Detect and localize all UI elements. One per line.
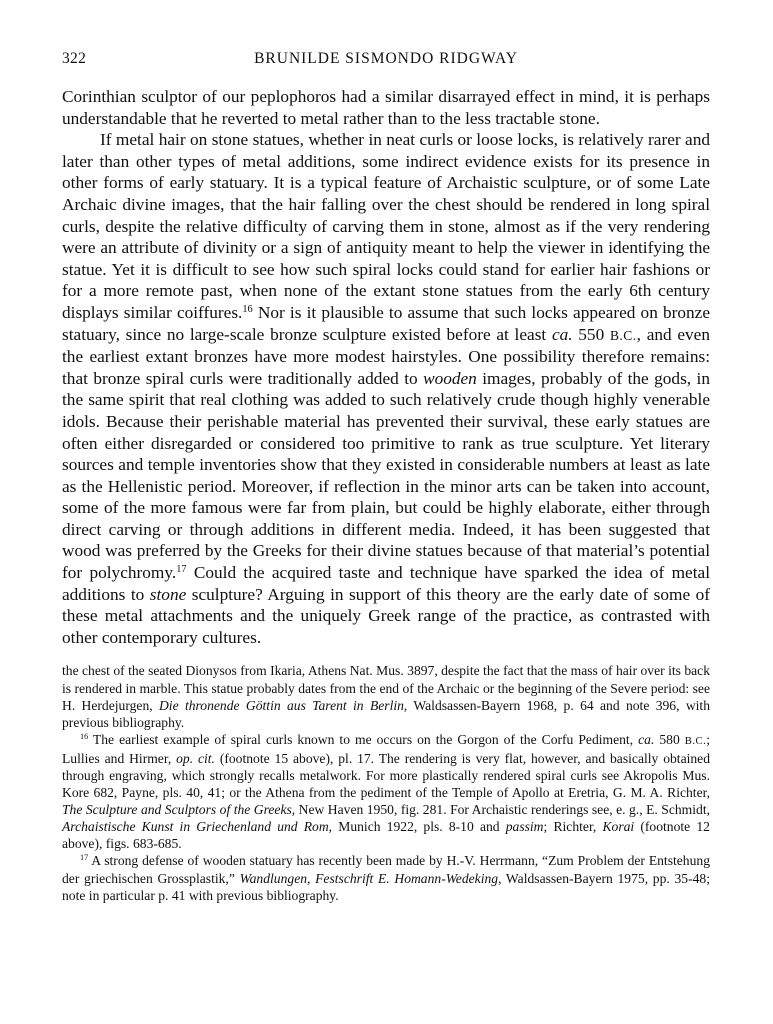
fn15-text-b: , Waldsassen-Bayern 1968, p. 64 and note 396, with previous bibliography. — [62, 697, 710, 730]
fn16-number: 16 — [80, 731, 89, 741]
fn16-passim: passim — [505, 819, 544, 835]
paragraph-1 — [62, 86, 710, 129]
fn17-title: Wandlungen, Festschrift E. Homann-Wedeking — [239, 870, 499, 886]
paragraph-1-text: Corinthian sculptor of our peplophoros had a similar disarrayed effect in mind, it is perhaps understandable that he reverted to metal rather than to the less tractable stone. — [62, 87, 710, 128]
fn16-text-f: , Munich 1922, pls. 8-10 and — [328, 819, 506, 835]
fn16-title-2: Archaistische Kunst in Griechenland und Rom — [62, 819, 329, 835]
running-head: BRUNILDE SISMONDO RIDGWAY — [254, 50, 518, 67]
page — [62, 50, 710, 904]
page-header — [62, 50, 710, 72]
footnote-ref-17: 17 — [176, 563, 187, 575]
footnote-ref-16: 16 — [242, 303, 253, 315]
fn17-number: 17 — [80, 853, 89, 863]
p2-text-f: Could the acquired taste and technique have sparked the idea of metal additions to — [62, 563, 711, 604]
fn16-text-b: 580 — [654, 731, 685, 747]
fn16-korai: Korai — [602, 819, 635, 835]
p2-text-g: sculpture? Arguing in support of this theory are the early date of some of these metal attachments and the uniquely Greek range of the practice, as contrasted with other contemporary cultures. — [62, 584, 710, 647]
fn16-text-d: (footnote 15 above), pl. 17. The rendering is very flat, however, and basically obtained through engraving, which strongly recalls metalwork. For more plastically rendered spiral curls see Akropolis Mus. Kore 682, Payne, pls. 40, 41; or the Athena from the pediment of the Temple of Apollo at Eretria, G. M. A. Richter, — [62, 750, 711, 801]
p2-text-c: 550 — [572, 324, 610, 344]
fn16-text-a: The earliest example of spiral curls known to me occurs on the Gorgon of the Corfu Pediment, — [88, 731, 639, 747]
page-number: 322 — [62, 50, 87, 67]
fn17-text-a: A strong defense of wooden statuary has recently been made by H.-V. Herrmann, “Zum Problem der Entstehung der griechischen Grossplastik,” — [62, 853, 710, 886]
fn16-text-g: ; Richter, — [543, 819, 603, 835]
p2-stone: stone — [149, 584, 187, 604]
fn16-title-1: The Sculpture and Sculptors of the Greeks — [62, 802, 292, 818]
fn15-text-a: the chest of the seated Dionysos from Ikaria, Athens Nat. Mus. 3897, despite the fact that the mass of hair over its back is rendered in marble. This statue probably dates from the end of the Archaic or the beginning of the Severe period: see H. Herdejurgen, — [62, 663, 710, 713]
p2-bc: B.C. — [609, 327, 637, 343]
p2-wooden: wooden — [423, 368, 477, 388]
fn16-ca: ca. — [638, 731, 655, 747]
footnote-16 — [62, 731, 710, 853]
fn16-text-h: (footnote 12 above), figs. 683-685. — [62, 819, 710, 852]
footnotes — [62, 662, 710, 903]
p2-text-e: images, probably of the gods, in the same spirit that real clothing was added to such relatively crude though highly venerable idols. Because their perishable material has prevented their survival, these early statues are often either disregarded or considered too primitive to rank as true sculpture. Yet literary sources and temple inventories show that they existed in considerable numbers at least as late as the Hellenistic period. Moreover, if reflection in the minor arts can be taken into account, some of the more famous were far from plain, but could be highly elaborate, either through direct carving or through additions in different media. Indeed, it has been suggested that wood was preferred by the Greeks for their divine statues because of that material’s potential for polychromy. — [62, 368, 710, 583]
p2-text-a: If metal hair on stone statues, whether in neat curls or loose locks, is relatively rarer and later than other types of metal additions, some indirect evidence exists for its presence in other forms of early statuary. It is a typical feature of Archaistic sculpture, or of some Late Archaic divine images, that the hair falling over the chest should be rendered in long spiral curls, despite the relative difficulty of carving them in stone, almost as if the very rendering were an attribute of divinity or a sign of antiquity meant to help the viewer in identifying the statue. Yet it is difficult to see how such spiral locks could stand for earlier hair fashions or for a more remote past, when none of the extant stone statues from the early 6th century displays similar coiffures. — [62, 130, 710, 322]
fn15-title: Die thronende Göttin aus Tarent in Berlin — [158, 697, 404, 713]
fn16-bc: B.C. — [684, 735, 707, 747]
fn16-text-c: ; Lullies and Hirmer, — [62, 731, 711, 766]
footnote-17 — [62, 852, 710, 903]
main-text — [62, 86, 710, 648]
fn16-text-e: , New Haven 1950, fig. 281. For Archaistic renderings see, e. g., E. Schmidt, — [291, 802, 710, 818]
p2-ca: ca. — [551, 324, 573, 344]
p2-text-b: Nor is it plausible to assume that such locks appeared on bronze statuary, since no large-scale bronze sculpture existed before at least — [62, 302, 711, 344]
footnote-15-continued — [62, 662, 710, 730]
p2-text-d: , and even the earliest extant bronzes have more modest hairstyles. One possibility therefore remains: that bronze spiral curls were traditionally added to — [62, 324, 710, 388]
fn16-opcit: op. cit. — [176, 750, 215, 766]
fn17-text-b: , Waldsassen-Bayern 1975, pp. 35-48; note in particular p. 41 with previous bibliography. — [62, 870, 710, 903]
paragraph-2 — [62, 129, 710, 648]
